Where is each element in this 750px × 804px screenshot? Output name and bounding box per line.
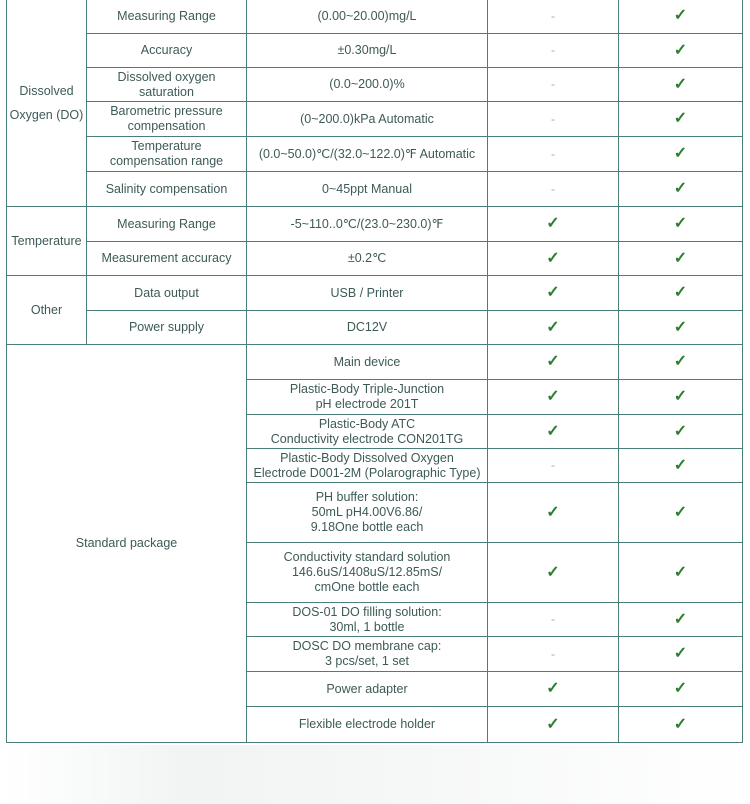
spec-value-text: USB / Printer xyxy=(330,285,404,300)
check-icon: ✓ xyxy=(546,563,560,581)
model-a-cell xyxy=(488,345,619,380)
parameter-label-text: Power supply xyxy=(128,320,205,334)
model-a-cell xyxy=(488,380,619,415)
spec-value-text: -5~110..0℃/(23.0~230.0)℉ xyxy=(290,216,444,231)
parameter-label-text: Temperature compensation range xyxy=(109,139,224,168)
model-b-cell xyxy=(619,137,743,172)
table-row xyxy=(7,311,743,345)
check-icon: ✓ xyxy=(673,249,688,267)
parameter-label xyxy=(87,207,247,242)
package-item-text: Flexible electrode holder xyxy=(298,717,436,731)
model-b-cell xyxy=(619,102,743,137)
spec-value xyxy=(247,311,488,345)
parameter-label-text: Accuracy xyxy=(140,43,193,57)
model-a-cell xyxy=(488,672,619,707)
model-a-cell xyxy=(488,483,619,543)
package-item xyxy=(247,543,488,603)
model-b-cell xyxy=(619,207,743,242)
spec-value xyxy=(247,207,488,242)
parameter-label xyxy=(87,172,247,207)
dash-mark: - xyxy=(551,181,555,196)
spec-value-text: (0.00~20.00)mg/L xyxy=(317,8,417,23)
dash-mark: - xyxy=(551,8,555,23)
package-item-text: Conductivity standard solution 146.6uS/1408uS/12.85mS/ cmOne bottle each xyxy=(283,550,451,594)
check-icon: ✓ xyxy=(546,503,560,521)
model-b-cell xyxy=(619,345,743,380)
check-icon: ✓ xyxy=(546,422,560,440)
model-a-cell xyxy=(488,242,619,276)
check-icon: ✓ xyxy=(673,503,688,521)
model-a-cell xyxy=(488,102,619,137)
package-item xyxy=(247,672,488,707)
parameter-label-text: Measuring Range xyxy=(117,216,216,231)
check-icon: ✓ xyxy=(673,645,688,662)
check-icon: ✓ xyxy=(673,145,688,162)
model-b-cell xyxy=(619,543,743,603)
parameter-label xyxy=(87,0,247,34)
group-name-cell xyxy=(7,276,87,345)
parameter-label-text: Barometric pressure compensation xyxy=(110,104,223,133)
model-b-cell xyxy=(619,172,743,207)
package-name-cell xyxy=(7,345,247,743)
model-a-cell xyxy=(488,68,619,102)
package-item-text: Power adapter xyxy=(326,681,408,696)
group-name-cell xyxy=(7,207,87,276)
model-a-cell xyxy=(488,415,619,449)
spec-value xyxy=(247,68,488,102)
parameter-label xyxy=(87,311,247,345)
dash-mark: - xyxy=(551,146,555,161)
check-icon: ✓ xyxy=(546,353,560,370)
package-item-text: DOSC DO membrane cap: 3 pcs/set, 1 set xyxy=(292,639,442,668)
model-b-cell xyxy=(619,68,743,102)
spec-value-text: (0~200.0)kPa Automatic xyxy=(300,111,434,126)
check-icon: ✓ xyxy=(673,284,688,301)
group-name-cell xyxy=(7,0,87,207)
parameter-label-text: Data output xyxy=(134,285,199,300)
parameter-label xyxy=(87,102,247,137)
package-item xyxy=(247,603,488,637)
dash-mark: - xyxy=(551,458,555,472)
table-row xyxy=(7,34,743,68)
spec-value xyxy=(247,102,488,137)
dash-mark: - xyxy=(551,612,555,626)
check-icon: ✓ xyxy=(546,388,560,405)
package-item-text: Plastic-Body Dissolved Oxygen Electrode D001-2M (Polarographic Type) xyxy=(253,450,481,480)
model-a-cell xyxy=(488,543,619,603)
model-a-cell xyxy=(488,707,619,743)
package-item-text: Plastic-Body ATC Conductivity electrode CON201TG xyxy=(270,416,464,446)
check-icon: ✓ xyxy=(546,680,560,697)
check-icon: ✓ xyxy=(673,715,688,733)
model-b-cell xyxy=(619,449,743,483)
package-row xyxy=(7,345,743,380)
check-icon: ✓ xyxy=(546,318,560,336)
check-icon: ✓ xyxy=(546,215,560,232)
group-name-cell-text: Temperature xyxy=(11,234,82,248)
check-icon: ✓ xyxy=(673,318,688,336)
model-a-cell xyxy=(488,34,619,68)
package-item-text: DOS-01 DO filling solution: 30ml, 1 bottle xyxy=(292,604,442,634)
spec-value-text: DC12V xyxy=(346,320,388,334)
check-icon: ✓ xyxy=(673,610,688,628)
check-icon: ✓ xyxy=(673,110,688,127)
package-item xyxy=(247,483,488,543)
spec-value-text: (0.0~50.0)℃/(32.0~122.0)℉ Automatic xyxy=(258,146,476,161)
model-b-cell xyxy=(619,415,743,449)
package-item-text: Main device xyxy=(333,354,401,369)
model-b-cell xyxy=(619,276,743,311)
parameter-label-text: Measurement accuracy xyxy=(101,251,232,265)
spec-value xyxy=(247,137,488,172)
model-b-cell xyxy=(619,242,743,276)
check-icon: ✓ xyxy=(673,353,688,370)
parameter-label xyxy=(87,34,247,68)
model-a-cell xyxy=(488,311,619,345)
package-item xyxy=(247,380,488,415)
package-item xyxy=(247,415,488,449)
parameter-label xyxy=(87,68,247,102)
model-a-cell xyxy=(488,449,619,483)
check-icon: ✓ xyxy=(673,41,688,59)
package-name-cell-text: Standard package xyxy=(75,536,178,550)
package-item xyxy=(247,345,488,380)
spec-value xyxy=(247,172,488,207)
check-icon: ✓ xyxy=(673,180,688,197)
spec-value xyxy=(247,242,488,276)
background-fade xyxy=(0,745,750,804)
check-icon: ✓ xyxy=(673,680,688,697)
parameter-label-text: Salinity compensation xyxy=(105,181,228,196)
model-a-cell xyxy=(488,603,619,637)
spec-value-text: ±0.2℃ xyxy=(347,251,387,265)
check-icon: ✓ xyxy=(546,249,560,267)
model-b-cell xyxy=(619,672,743,707)
model-b-cell xyxy=(619,34,743,68)
table-row xyxy=(7,137,743,172)
dash-mark: - xyxy=(551,111,555,126)
spec-value xyxy=(247,276,488,311)
package-item-text: Plastic-Body Triple-Junction pH electrode 201T xyxy=(289,382,445,411)
model-b-cell xyxy=(619,603,743,637)
spec-value-text: (0.0~200.0)% xyxy=(329,77,405,91)
model-a-cell xyxy=(488,276,619,311)
table-row xyxy=(7,0,743,34)
parameter-label xyxy=(87,276,247,311)
model-a-cell xyxy=(488,637,619,672)
table-row xyxy=(7,242,743,276)
table-row xyxy=(7,172,743,207)
package-item xyxy=(247,707,488,743)
check-icon: ✓ xyxy=(673,215,688,232)
check-icon: ✓ xyxy=(673,7,688,24)
table-row xyxy=(7,102,743,137)
table-row xyxy=(7,276,743,311)
check-icon: ✓ xyxy=(673,388,688,405)
spec-value xyxy=(247,0,488,34)
model-a-cell xyxy=(488,207,619,242)
model-b-cell xyxy=(619,707,743,743)
dash-mark: - xyxy=(551,646,555,661)
dash-mark: - xyxy=(551,43,555,57)
model-b-cell xyxy=(619,380,743,415)
table-row xyxy=(7,207,743,242)
package-item xyxy=(247,449,488,483)
spec-value-text: ±0.30mg/L xyxy=(337,43,397,57)
group-name-cell-text: Other xyxy=(30,303,63,317)
check-icon: ✓ xyxy=(546,284,560,301)
group-name-cell-text: Dissolved Oxygen (DO) xyxy=(9,83,84,122)
spec-value xyxy=(247,34,488,68)
package-item xyxy=(247,637,488,672)
package-item-text: PH buffer solution: 50mL pH4.00V6.86/ 9.18One bottle each xyxy=(310,490,424,534)
spec-value-text: 0~45ppt Manual xyxy=(321,181,412,196)
parameter-label-text: Dissolved oxygen saturation xyxy=(117,69,216,99)
model-b-cell xyxy=(619,637,743,672)
model-b-cell xyxy=(619,311,743,345)
spec-table xyxy=(6,0,743,743)
dash-mark: - xyxy=(551,77,555,91)
check-icon: ✓ xyxy=(673,456,688,474)
model-b-cell xyxy=(619,483,743,543)
check-icon: ✓ xyxy=(673,422,688,440)
check-icon: ✓ xyxy=(673,563,688,581)
table-row xyxy=(7,68,743,102)
parameter-label xyxy=(87,137,247,172)
model-a-cell xyxy=(488,0,619,34)
model-a-cell xyxy=(488,172,619,207)
check-icon: ✓ xyxy=(546,715,560,733)
model-a-cell xyxy=(488,137,619,172)
parameter-label xyxy=(87,242,247,276)
model-b-cell xyxy=(619,0,743,34)
check-icon: ✓ xyxy=(673,75,688,93)
parameter-label-text: Measuring Range xyxy=(117,8,216,23)
